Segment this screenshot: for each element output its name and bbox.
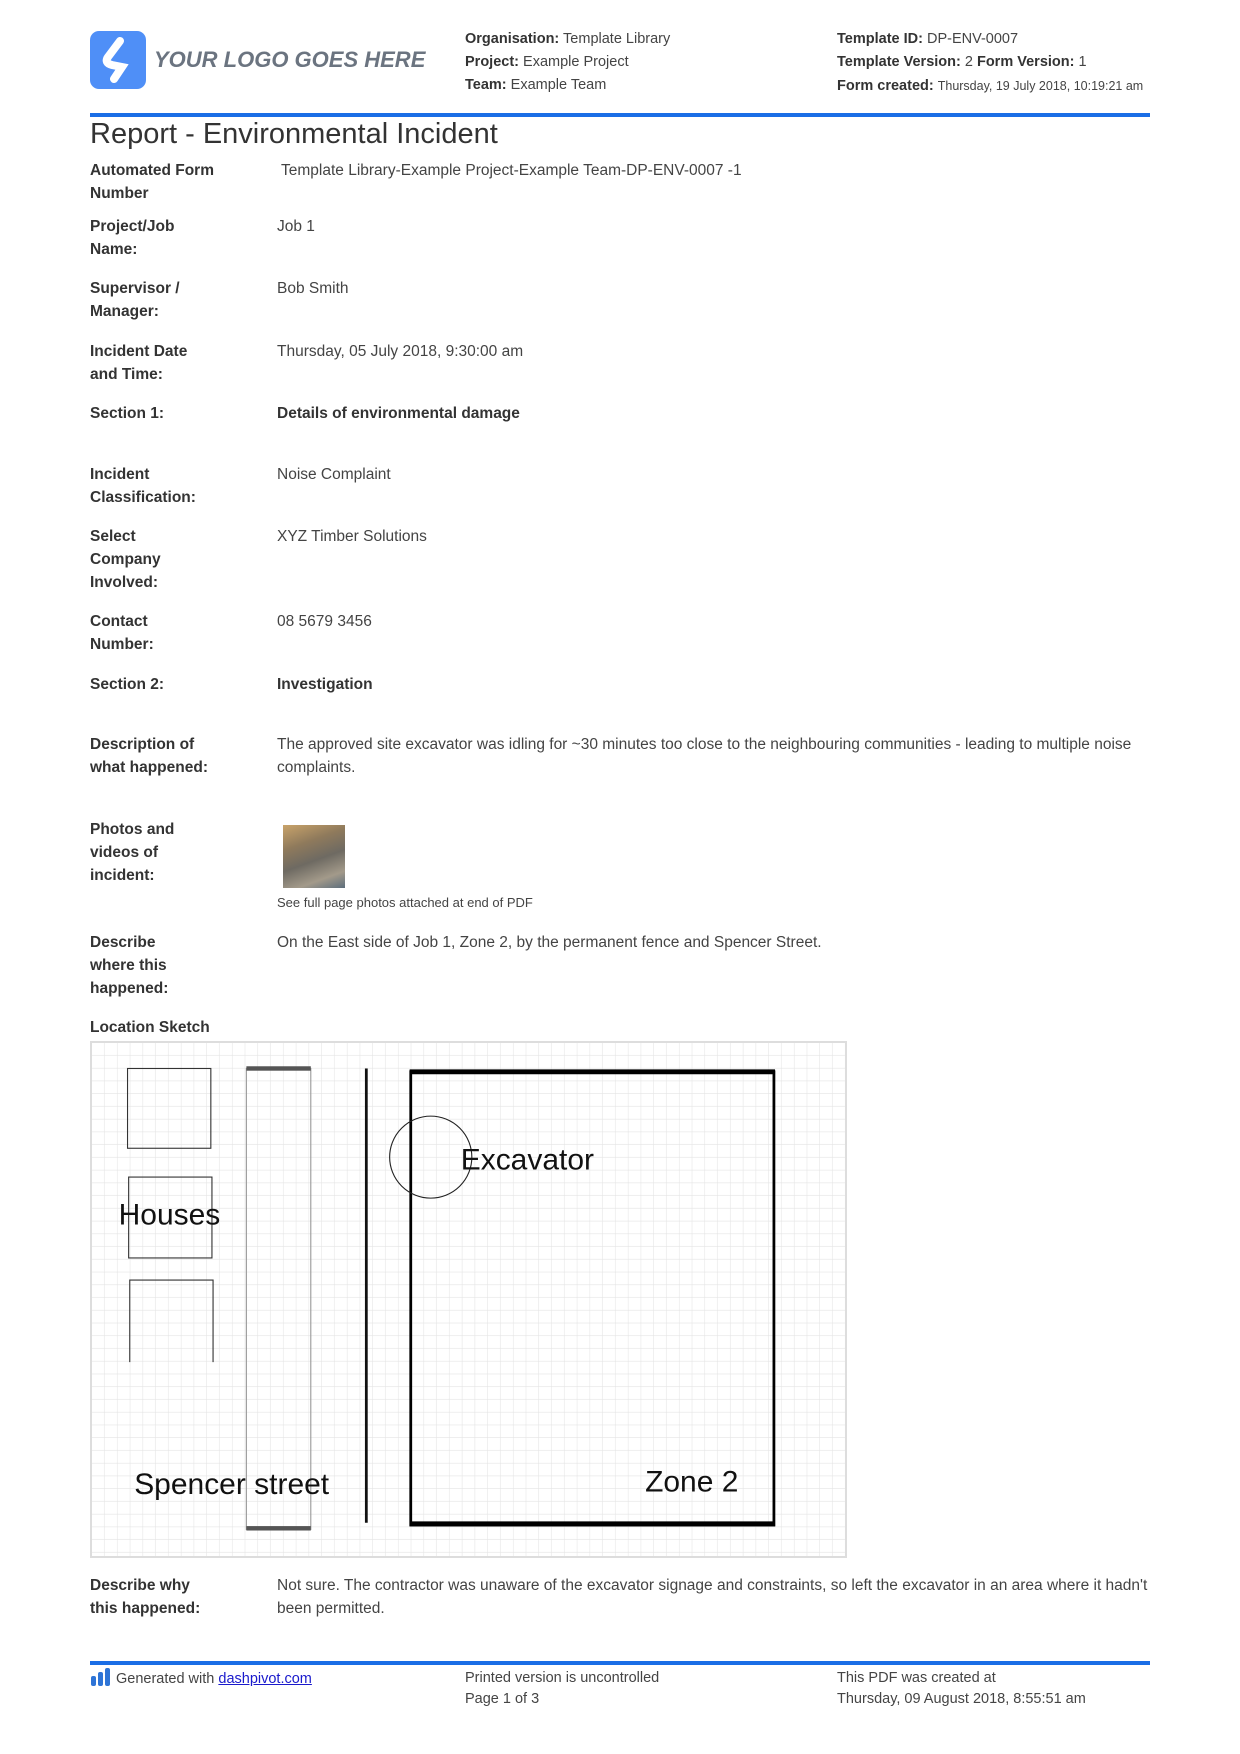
project-value: Example Project	[523, 54, 629, 70]
street-label: Spencer street	[134, 1467, 330, 1501]
incident-photo-thumbnail[interactable]	[283, 825, 345, 888]
field-label: Automated Form Number	[90, 162, 214, 202]
field-value: Bob Smith	[277, 280, 349, 297]
street-end	[246, 1526, 310, 1530]
form-created-label: Form created:	[837, 78, 934, 94]
created-label: This PDF was created at	[837, 1670, 996, 1686]
printed-notice: Printed version is uncontrolled	[465, 1670, 660, 1686]
houses-label: Houses	[118, 1198, 221, 1232]
field-label: Supervisor / Manager:	[90, 280, 180, 320]
location-sketch	[90, 1041, 847, 1558]
field-label: Incident Classification:	[90, 466, 196, 506]
field-label: Contact Number:	[90, 613, 154, 653]
generated-text: Generated with	[116, 1671, 215, 1687]
field-value: Noise Complaint	[277, 466, 391, 483]
organisation-value: Template Library	[563, 31, 671, 47]
team-value: Example Team	[510, 77, 607, 93]
street-end	[246, 1066, 310, 1070]
organisation-label: Organisation:	[465, 31, 560, 47]
field-value: Job 1	[277, 218, 315, 235]
template-id-label: Template ID:	[837, 31, 923, 47]
section-label: Section 1:	[90, 405, 165, 422]
team-label: Team:	[465, 77, 507, 93]
field-label: Photos and videos of incident:	[90, 821, 175, 884]
section-title: Investigation	[277, 676, 373, 693]
excavator-label: Excavator	[460, 1143, 595, 1177]
field-label: Incident Date and Time:	[90, 343, 188, 383]
created-value: Thursday, 09 August 2018, 8:55:51 am	[837, 1691, 1086, 1707]
logo-icon	[90, 31, 146, 89]
form-version-value: 1	[1078, 54, 1087, 70]
header-org-info	[465, 28, 670, 97]
template-version-value: 2	[964, 54, 973, 70]
photo-caption: See full page photos attached at end of PDF	[277, 895, 533, 910]
template-version-label: Template Version:	[837, 54, 961, 70]
field-value: Not sure. The contractor was unaware of the excavator signage and constraints, so left the excavator in an area where it hadn't been permitted.	[277, 1577, 1148, 1617]
field-value: Thursday, 05 July 2018, 9:30:00 am	[277, 343, 524, 360]
footer-print-info	[465, 1668, 659, 1710]
form-created-value: Thursday, 19 July 2018, 10:19:21 am	[937, 79, 1144, 93]
page-number: Page 1 of 3	[465, 1691, 540, 1707]
section-label: Section 2:	[90, 676, 165, 693]
logo-text: YOUR LOGO GOES HERE	[154, 47, 426, 72]
header-template-info	[837, 28, 1147, 95]
header-divider	[90, 113, 1150, 117]
field-value: XYZ Timber Solutions	[277, 528, 427, 545]
footer-created-info	[837, 1668, 1086, 1710]
field-label: Describe why this happened:	[90, 1577, 201, 1617]
field-label: Select Company Involved:	[90, 528, 161, 591]
form-version-label: Form Version:	[976, 54, 1075, 70]
project-label: Project:	[465, 54, 519, 70]
sketch-label: Location Sketch	[90, 1019, 210, 1036]
dashpivot-link[interactable]: dashpivot.com	[218, 1671, 312, 1687]
footer-divider	[90, 1661, 1150, 1665]
zone-label: Zone 2	[645, 1465, 739, 1499]
field-label: Project/Job Name:	[90, 218, 175, 258]
field-value: Template Library-Example Project-Example Team-DP-ENV-0007 -1	[281, 162, 742, 179]
template-id-value: DP-ENV-0007	[926, 31, 1019, 47]
dashpivot-icon	[90, 1668, 112, 1693]
footer-generated	[90, 1668, 312, 1693]
page-title: Report - Environmental Incident	[90, 118, 498, 150]
field-value: On the East side of Job 1, Zone 2, by the permanent fence and Spencer Street.	[277, 934, 822, 951]
field-label: Describe where this happened:	[90, 934, 169, 997]
section-title: Details of environmental damage	[277, 405, 520, 422]
field-value: 08 5679 3456	[277, 613, 372, 630]
field-label: Description of what happened:	[90, 736, 208, 776]
field-value: The approved site excavator was idling for ~30 minutes too close to the neighbouring communities - leading to multiple noise complaints.	[277, 736, 1132, 776]
